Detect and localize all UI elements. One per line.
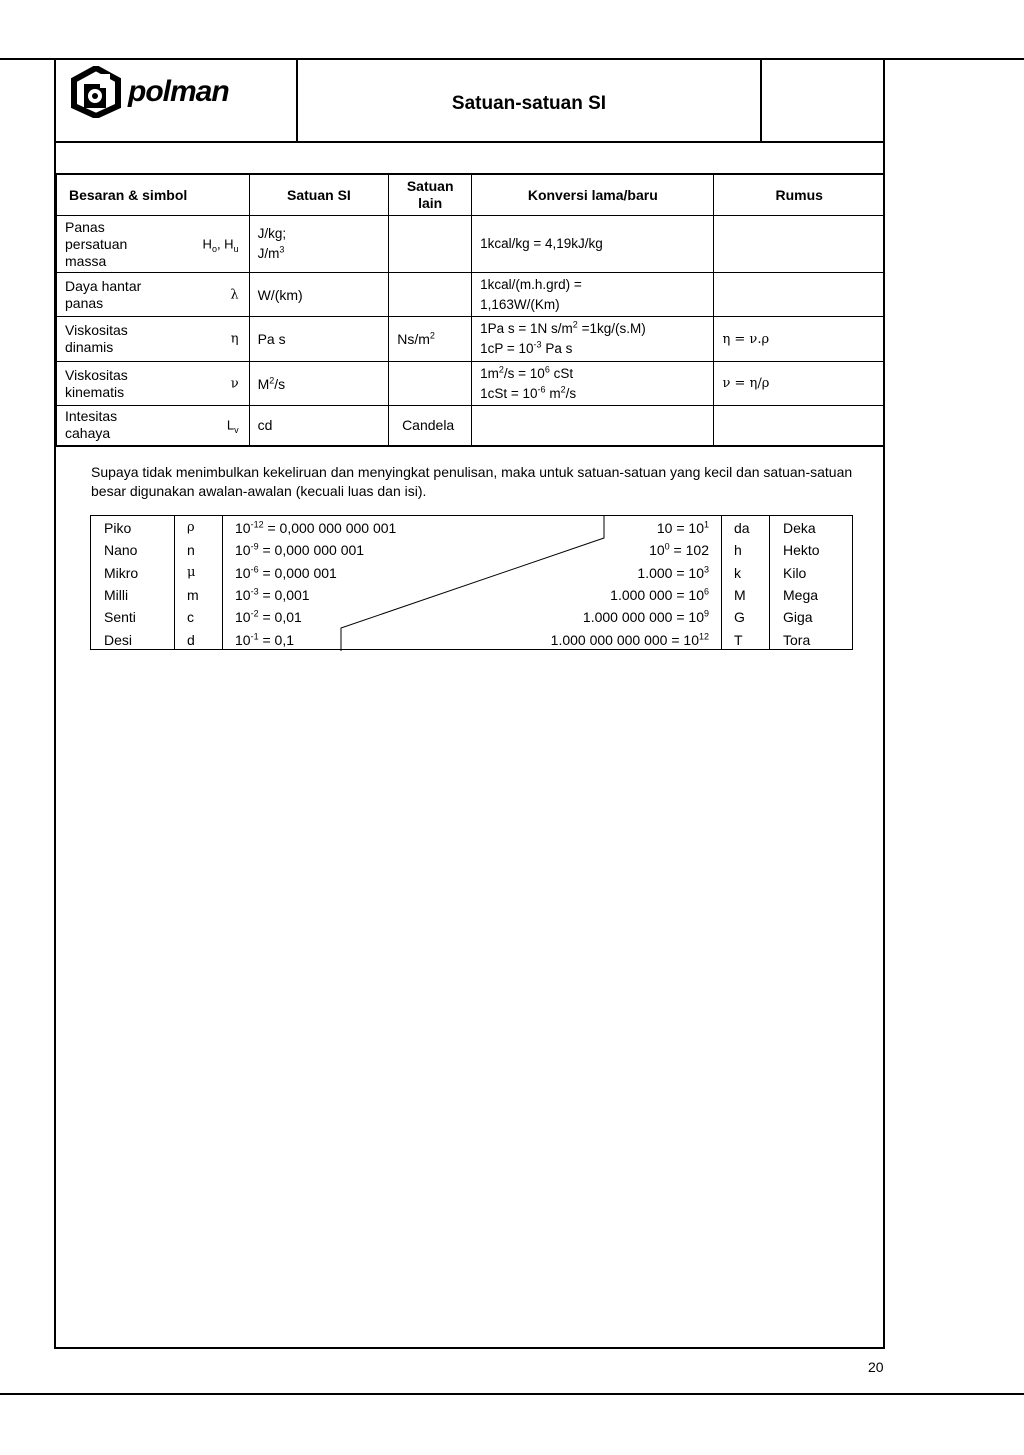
other-unit-value: Candela xyxy=(402,417,455,434)
prefix-row xyxy=(91,584,852,606)
table-row xyxy=(57,362,885,406)
quantity-cell xyxy=(57,273,250,317)
prefix-symbol: m xyxy=(187,586,199,603)
logo-text: polman xyxy=(128,75,229,108)
table-header-row xyxy=(57,174,885,216)
formula-cell: η = ν.ρ xyxy=(714,317,885,362)
formula-cell: ν = η/ρ xyxy=(714,362,885,406)
prefix-row xyxy=(91,562,852,584)
table-row xyxy=(57,216,885,273)
prefix-symbol: ρ xyxy=(187,520,195,535)
quantity-name: Panas persatuan massa xyxy=(65,218,128,269)
prefix-symbol: d xyxy=(187,631,195,648)
prefix-big-value: 1.000 000 $000 = 10^9$ xyxy=(582,608,709,626)
prefix-table xyxy=(90,515,853,650)
col-header: Konversi lama/baru xyxy=(472,174,714,216)
table-row xyxy=(57,317,885,362)
col-header: Satuan SI xyxy=(249,174,389,216)
quantity-symbol: ν xyxy=(230,376,239,391)
si-unit-cell xyxy=(249,406,455,446)
prefix-intro-paragraph: Supaya tidak menimbulkan kekeliruan dan menyingkat penulisan, maka untuk satuan-satuan yang kecil dan satuan-satuan besar digunakan awalan-awalan (kecuali luas dan isi). xyxy=(91,464,853,499)
prefix-value: $10^{-6} = 0,000$ 001 xyxy=(235,563,337,581)
prefix-big-value: 1.000 $000 = 10^6$ xyxy=(610,586,709,603)
prefix-big-name: Kilo xyxy=(783,564,807,581)
quantity-symbol: η xyxy=(230,331,239,347)
si-units-table xyxy=(56,173,885,447)
col-header: Satuan lain xyxy=(389,174,472,216)
quantity-symbol: λ xyxy=(230,287,239,302)
table-row xyxy=(57,273,885,317)
logo xyxy=(70,66,229,118)
conversion-cell: 1kcal/(m.h.grd) = 1,163W/(Km) xyxy=(472,273,714,317)
prefix-big-symbol: T xyxy=(734,631,743,648)
col-header: Rumus xyxy=(714,174,885,216)
quantity-name: Viskositas dinamis xyxy=(65,322,128,355)
prefix-big-value: $10 = 10^1$ xyxy=(656,519,709,536)
quantity-cell xyxy=(57,317,250,362)
page-title: Satuan-satuan SI xyxy=(451,93,607,114)
prefix-name: Milli xyxy=(104,586,129,603)
prefix-big-name: Tora xyxy=(783,631,811,648)
prefix-big-name: Hekto xyxy=(783,542,820,559)
prefix-row xyxy=(91,517,852,539)
prefix-row xyxy=(91,629,852,651)
si-unit-value: cd xyxy=(257,417,273,434)
prefix-row xyxy=(91,539,852,561)
page-number: 20 xyxy=(868,1359,884,1375)
other-unit-cell xyxy=(389,362,472,406)
si-unit-cell: $M^2/s$ xyxy=(249,362,389,406)
si-unit-cell: J/kg; $J/m^3$ xyxy=(249,216,389,273)
si-unit-cell: Pa s xyxy=(249,317,389,362)
polman-logo-icon xyxy=(70,66,122,118)
other-unit-cell xyxy=(389,273,472,317)
prefix-big-symbol: G xyxy=(734,609,745,626)
formula-cell xyxy=(714,273,885,317)
quantity-name: Viskositas kinematis xyxy=(65,366,128,400)
conversion-cell: 1kcal/kg = 4,19kJ/kg xyxy=(472,216,714,273)
prefix-symbol: μ xyxy=(187,564,196,580)
quantity-cell xyxy=(57,216,250,273)
other-unit-cell xyxy=(389,216,472,273)
bottom-rule xyxy=(0,1393,1024,1395)
quantity-symbol: $H_o$, $H_u$ xyxy=(202,236,239,255)
prefix-name: Piko xyxy=(104,520,132,536)
prefix-value: $10^{-2} = 0,01$ xyxy=(235,608,302,626)
prefix-big-symbol: k xyxy=(734,564,741,581)
prefix-value: $10^{-9} = 0,000$ 000 001 xyxy=(235,541,365,559)
quantity-cell xyxy=(57,406,250,446)
prefix-name: Desi xyxy=(104,631,133,648)
quantity-cell xyxy=(57,362,250,406)
conversion-cell: 1Pa s = 1N $s/m^2 =1kg/(s.M)$ $1cP = 10^{-3}$ Pa s xyxy=(472,317,714,362)
prefix-big-value: 1.000 000 000 $000 = 10^{12}$ xyxy=(550,630,709,648)
prefix-big-symbol: M xyxy=(734,586,746,603)
prefix-value: $10^{-1} = 0,1$ xyxy=(235,630,295,648)
table-row xyxy=(57,406,885,446)
prefix-big-value: $1.000 = 10^3$ xyxy=(637,563,709,581)
col-header: Besaran & simbol xyxy=(57,174,250,216)
prefix-name: Senti xyxy=(104,609,136,626)
prefix-value: $10^{-3} = 0,001$ xyxy=(235,586,310,603)
conversion-cell xyxy=(472,406,714,446)
other-unit-cell: $Ns/m^2$ xyxy=(389,317,472,362)
quantity-name: Daya hantar panas xyxy=(65,277,142,311)
prefix-name: Mikro xyxy=(104,564,139,581)
prefix-symbol: n xyxy=(187,542,195,559)
formula-cell xyxy=(714,406,885,446)
prefix-big-name: Giga xyxy=(783,609,813,626)
prefix-row xyxy=(91,606,852,628)
quantity-symbol: $L_v$ xyxy=(226,417,239,436)
prefix-name: Nano xyxy=(104,542,138,559)
prefix-big-symbol: h xyxy=(734,542,742,559)
prefix-big-name: Mega xyxy=(783,586,819,603)
formula-cell xyxy=(714,216,885,273)
prefix-value: $10^{-12} = 0,000$ 000 000 001 xyxy=(235,519,397,536)
prefix-big-value: $10^0 = 102$ xyxy=(649,541,709,559)
prefix-symbol: c xyxy=(187,609,194,626)
prefix-big-symbol: da xyxy=(734,520,750,536)
quantity-name: Intesitas cahaya xyxy=(65,408,118,442)
conversion-cell: $1m^2/s = 10^6$ cSt $1cSt = 10^{-6}$ $m^2/s$ xyxy=(472,362,714,406)
prefix-big-name: Deka xyxy=(783,520,816,536)
si-unit-cell: W/(km) xyxy=(249,273,389,317)
